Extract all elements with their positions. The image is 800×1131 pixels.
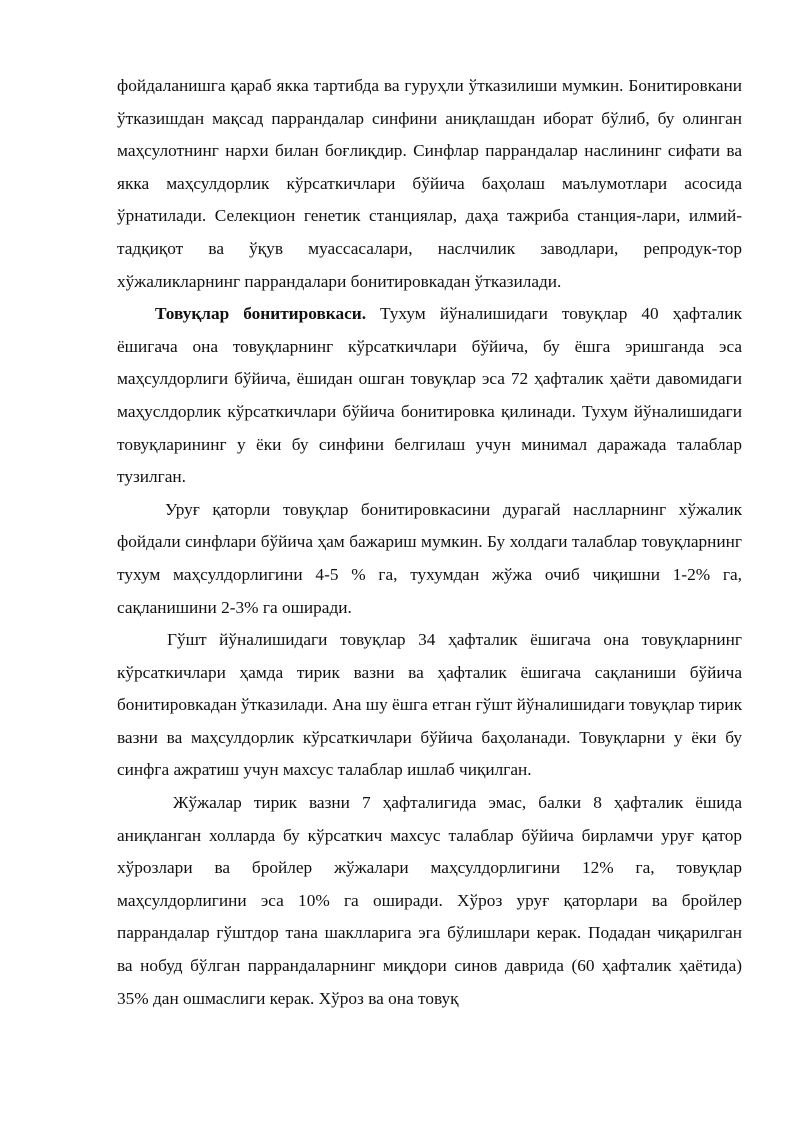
paragraph-3-text: Уруғ қаторли товуқлар бонитировкасини дурагай наслларнинг хўжалик фойдали синфлари бўйича ҳам бажариш мумкин. Бу холдаги талаблар товуқларнинг тухум маҳсулдорлигини 4-5 % га, тухумдан жўжа очиб чиқишни 1-2% га, сақланишини 2-3% га оширади.	[117, 499, 742, 617]
paragraph-1-text: фойдаланишга қараб якка тартибда ва гуруҳли ўтказилиши мумкин. Бонитировкани ўтказишдан мақсад паррандалар синфини аниқлашдан иборат бўлиб, бу олинган маҳсулотнинг нархи билан боғлиқдир. Синфлар паррандалар наслининг сифати ва якка маҳсулдорлик кўрсаткичлари бўйича баҳолаш маълумотлари асосида ўрнатилади. Селекцион генетик станциялар, даҳа тажриба станция-лари, илмий-тадқиқот ва ўқув муассасалари, наслчилик заводлари, репродук-тор хўжаликларнинг паррандалари бонитировкадан ўтказилади.	[117, 76, 742, 291]
paragraph-2-text: Тухум йўналишидаги товуқлар 40 ҳафталик ёшигача она товуқларнинг кўрсаткичлари бўйича, бу ёшга эришганда эса маҳсулдорлиги бўйича, ёшидан ошган товуқлар эса 72 ҳафталик ҳаёти давомидаги маҳуслдорлик кўрсаткичлари бўйича бонитировка қилинади. Тухум йўналишидаги товуқларининг у ёки бу синфини белгилаш учун минимал даражада талаблар тузилган.	[117, 304, 742, 487]
paragraph-5-text: Жўжалар тирик вазни 7 ҳафталигида эмас, балки 8 ҳафталик ёшида аниқланган холларда бу кўрсаткич махсус талаблар бўйича бирламчи уруғ қатор хўрозлари ва бройлер жўжалари маҳсулдорлигини 12% га, товуқлар маҳсулдорлигини эса 10% га оширади. Хўроз уруғ қаторлари ва бройлер паррандалар гўштдор тана шаклларига эга бўлишлари керак. Подадан чиқарилган ва нобуд бўлган паррандаларнинг миқдори синов даврида (60 ҳафталик ҳаётида) 35% дан ошмаслиги керак. Хўроз ва она товуқ	[117, 793, 742, 1008]
paragraph-3	[117, 494, 742, 624]
paragraph-1	[117, 70, 742, 298]
paragraph-4-text: Гўшт йўналишидаги товуқлар 34 ҳафталик ёшигача она товуқларнинг кўрсаткичлари ҳамда тирик вазни ва ҳафталик ёшигача сақланиши бўйича бонитировкадан ўтказилади. Ана шу ёшга етган гўшт йўналишидаги товуқлар тирик вазни ва маҳсулдорлик кўрсаткичлари бўйича баҳоланади. Товуқларни у ёки бу синфга ажратиш учун махсус талаблар ишлаб чиқилган.	[117, 630, 742, 780]
paragraph-5	[117, 787, 742, 1015]
paragraph-4	[117, 624, 742, 787]
section-heading: Товуқлар бонитировкаси.	[155, 304, 367, 324]
document-page	[117, 70, 742, 1015]
paragraph-2	[117, 298, 742, 494]
